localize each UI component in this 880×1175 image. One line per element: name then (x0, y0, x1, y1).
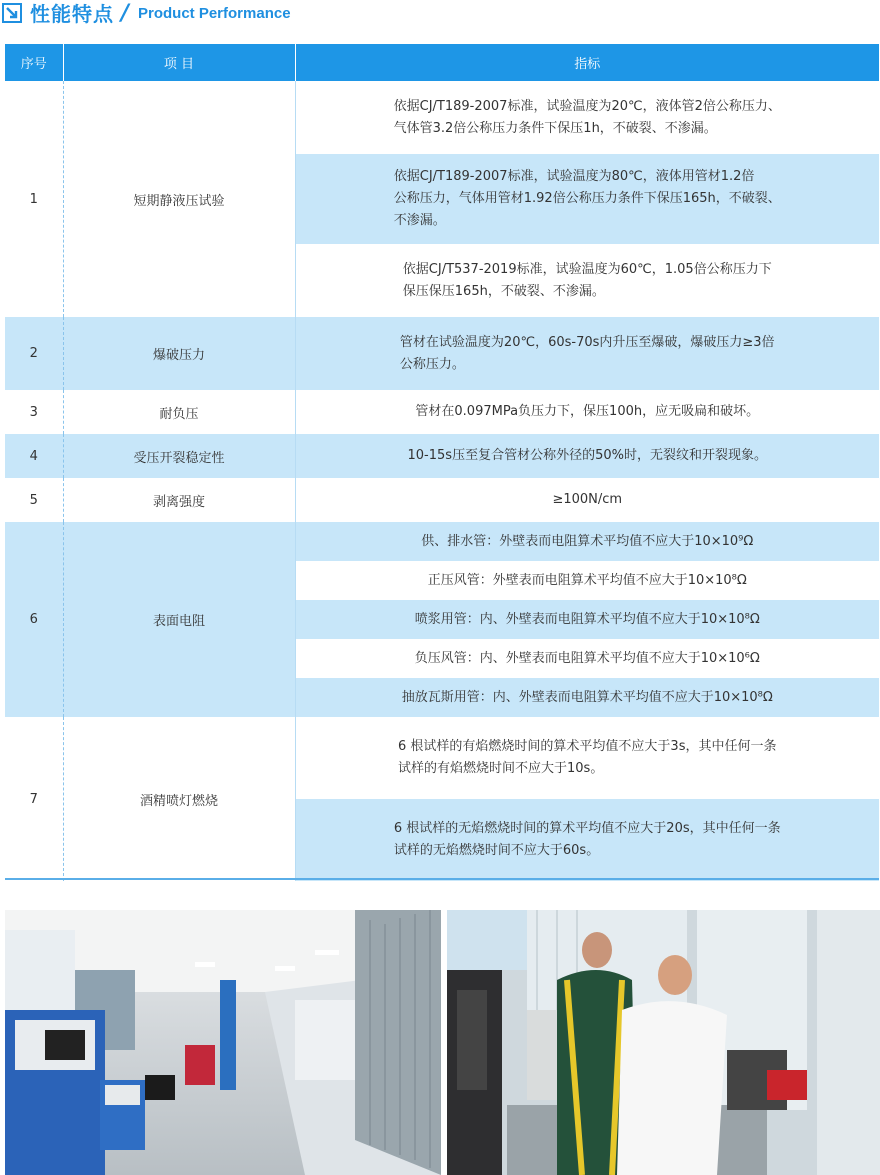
spec-line (296, 244, 880, 317)
row-spec-cell (295, 81, 879, 317)
spec-line (296, 522, 880, 561)
page-subtitle: Product Performance (138, 5, 291, 22)
lab-hall-photo (5, 910, 441, 1175)
spec-line (296, 154, 880, 244)
table-row (5, 317, 879, 390)
spec-text: 抽放瓦斯用管：内、外壁表而电阻算术平均值不应大于10×10⁸Ω (401, 689, 773, 705)
table-row (5, 434, 879, 478)
table-header-row (5, 44, 879, 81)
row-item: 短期静液压试验 (63, 81, 295, 317)
spec-text: 正压风管：外壁表而电阻算术平均值不应大于10×10⁸Ω (427, 572, 747, 588)
spec-text: 依据CJ/T189-2007标准，试验温度为80℃，液体用管材1.2倍 公称压力，气体用管材1.92倍公称压力条件下保压165h，不破裂、 不渗漏。 (393, 169, 781, 228)
row-number: 7 (5, 717, 63, 881)
row-item: 爆破压力 (63, 317, 295, 390)
row-spec-cell (295, 717, 879, 881)
title-separator: / (121, 1, 130, 26)
table-row (5, 390, 879, 434)
spec-line (296, 639, 880, 678)
spec-line (296, 678, 880, 717)
spec-line (296, 434, 880, 478)
row-item: 受压开裂稳定性 (63, 434, 295, 478)
spec-line (296, 390, 880, 434)
row-spec-cell (295, 522, 879, 717)
performance-table (5, 44, 879, 881)
spec-line (296, 600, 880, 639)
table-row (5, 522, 879, 717)
row-number: 2 (5, 317, 63, 390)
row-number: 3 (5, 390, 63, 434)
header-spec: 指标 (295, 44, 879, 81)
table-row (5, 478, 879, 522)
spec-text: 10-15s压至复合管材公称外径的50%时，无裂纹和开裂现象。 (407, 448, 767, 463)
row-number: 4 (5, 434, 63, 478)
row-spec-cell (295, 434, 879, 478)
row-number: 6 (5, 522, 63, 717)
row-item: 耐负压 (63, 390, 295, 434)
spec-line (296, 799, 880, 881)
spec-text: 6 根试样的无焰燃烧时间的算术平均值不应大于20s，其中任何一条 试样的无焰燃烧时间不应大于60s。 (393, 821, 781, 858)
spec-text: 管材在0.097MPa负压力下，保压100h，应无吸扁和破坏。 (415, 404, 760, 419)
row-spec-cell (295, 478, 879, 522)
spec-text: 6 根试样的有焰燃烧时间的算术平均值不应大于3s，其中任何一条 试样的有焰燃烧时间不应大于10s。 (398, 739, 777, 776)
header-no: 序号 (5, 44, 63, 81)
spec-text: 依据CJ/T189-2007标准，试验温度为20℃，液体管2倍公称压力、 气体管3.2倍公称压力条件下保压1h，不破裂、不渗漏。 (393, 98, 781, 136)
spec-text: ≥100N/cm (552, 492, 623, 507)
row-item: 剥离强度 (63, 478, 295, 522)
arrow-box-icon (2, 3, 22, 23)
spec-line (296, 717, 880, 799)
spec-text: 管材在试验温度为20℃，60s-70s内升压至爆破，爆破压力≥3倍 公称压力。 (399, 334, 775, 372)
spec-text: 依据CJ/T537-2019标准，试验温度为60℃，1.05倍公称压力下 保压保压165h，不破裂、不渗漏。 (402, 261, 772, 299)
spec-text: 供、排水管：外壁表而电阻算术平均值不应大于10×10⁹Ω (421, 533, 754, 549)
table-bottom-rule (5, 878, 879, 880)
header-item: 项 目 (63, 44, 295, 81)
row-number: 5 (5, 478, 63, 522)
row-item: 酒精喷灯燃烧 (63, 717, 295, 881)
spec-line (296, 561, 880, 600)
spec-text: 负压风管：内、外壁表而电阻算术平均值不应大于10×10⁶Ω (414, 650, 760, 666)
row-spec-cell (295, 317, 879, 390)
lab-workers-photo (447, 910, 880, 1175)
row-item: 表面电阻 (63, 522, 295, 717)
spec-text: 喷浆用管：内、外壁表而电阻算术平均值不应大于10×10⁸Ω (414, 611, 760, 627)
spec-line (296, 317, 880, 390)
spec-line (296, 478, 880, 522)
spec-line (296, 81, 880, 154)
page-title: 性能特点 (30, 2, 114, 26)
section-header (0, 0, 880, 30)
row-number: 1 (5, 81, 63, 317)
table-row (5, 717, 879, 881)
row-spec-cell (295, 390, 879, 434)
table-row (5, 81, 879, 317)
